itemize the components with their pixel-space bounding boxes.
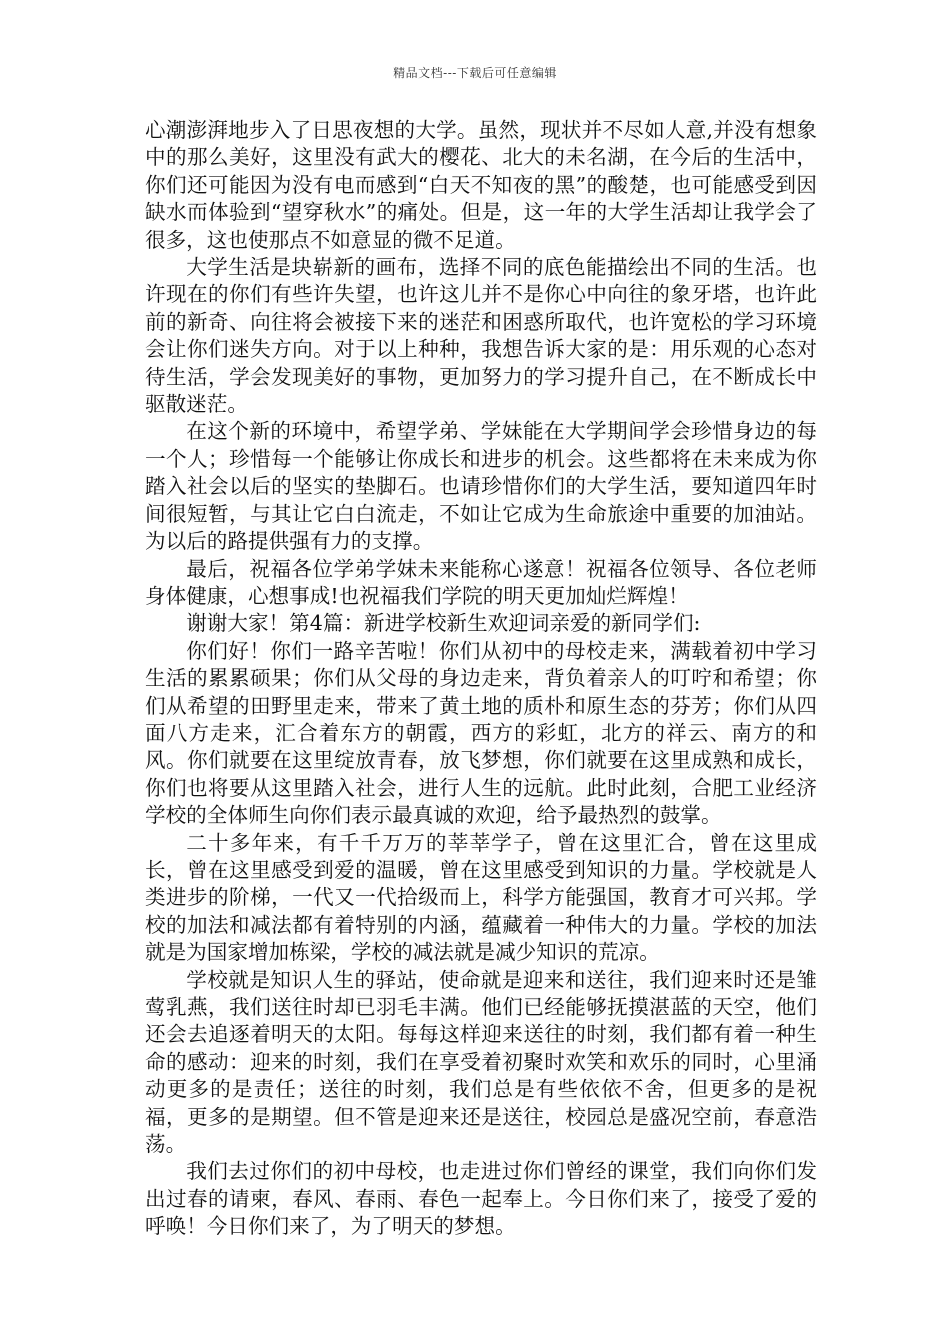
paragraph: 心潮澎湃地步入了日思夜想的大学。虽然，现状并不尽如人意,并没有想象中的那么美好，这里没有武大的樱花、北大的未名湖，在今后的生活中，你们还可能因为没有电而感到“白天不知夜的黑”的酸楚，也可能感受到因缺水而体验到“望穿秋水”的痛处。但是，这一年的大学生活却让我学会了很多，这也使那点不如意显的微不足道。 [145, 118, 817, 252]
document-body [145, 117, 817, 1241]
paragraph: 我们去过你们的初中母校，也走进过你们曾经的课堂，我们向你们发出过春的请柬，春风、春雨、春色一起奉上。今日你们来了，接受了爱的呼唤！今日你们来了，为了明天的梦想。 [145, 1159, 817, 1239]
paragraph: 在这个新的环境中，希望学弟、学妹能在大学期间学会珍惜身边的每一个人；珍惜每一个能够让你成长和进步的机会。这些都将在未来成为你踏入社会以后的坚实的垫脚石。也请珍惜你们的大学生活，要知道四年时间很短暂，与其让它白白流走，不如让它成为生命旅途中重要的加油站。为以后的路提供强有力的支撑。 [145, 419, 817, 554]
paragraph: 大学生活是块崭新的画布，选择不同的底色能描绘出不同的生活。也许现在的你们有些许失望，也许这儿并不是你心中向往的象牙塔，也许此前的新奇、向往将会被接下来的迷茫和困惑所取代，也许宽松的学习环境会让你们迷失方向。对于以上种种，我想告诉大家的是：用乐观的心态对待生活，学会发现美好的事物，更加努力的学习提升自己，在不断成长中驱散迷茫。 [145, 255, 817, 417]
page-header: 精品文档---下载后可任意编辑 [393, 66, 557, 80]
paragraph: 二十多年来，有千千万万的莘莘学子，曾在这里汇合，曾在这里成长，曾在这里感受到爱的温暖，曾在这里感受到知识的力量。学校就是人类进步的阶梯，一代又一代拾级而上，科学方能强国，教育才可兴邦。学校的加法和减法都有着特别的内涵，蕴藏着一种伟大的力量。学校的加法就是为国家增加栋梁，学校的减法就是减少知识的荒凉。 [145, 830, 817, 965]
paragraph: 你们好！你们一路辛苦啦！你们从初中的母校走来，满载着初中学习生活的累累硕果；你们从父母的身边走来，背负着亲人的叮咛和希望；你们从希望的田野里走来，带来了黄土地的质朴和原生态的芬芳；你们从四面八方走来，汇合着东方的朝霞，西方的彩虹，北方的祥云、南方的和风。你们就要在这里绽放青春，放飞梦想，你们就要在这里成熟和成长，你们也将要从这里踏入社会，进行人生的远航。此时此刻，合肥工业经济学校的全体师生向你们表示最真诚的欢迎，给予最热烈的鼓掌。 [145, 638, 817, 828]
paragraph: 最后，祝福各位学弟学妹未来能称心遂意！祝福各位领导、各位老师身体健康，心想事成!也祝福我们学院的明天更加灿烂辉煌！ [145, 556, 817, 608]
paragraph: 学校就是知识人生的驿站，使命就是迎来和送往，我们迎来时还是雏莺乳燕，我们送往时却已羽毛丰满。他们已经能够抚摸湛蓝的天空，他们还会去追逐着明天的太阳。每每这样迎来送往的时刻，我们都有着一种生命的感动：迎来的时刻，我们在享受着初聚时欢笑和欢乐的同时，心里涌动更多的是责任；送往的时刻，我们总是有些依依不舍，但更多的是祝福，更多的是期望。但不管是迎来还是送往，校园总是盛况空前，春意浩荡。 [145, 967, 817, 1157]
paragraph: 谢谢大家！第4篇：新进学校新生欢迎词亲爱的新同学们: [186, 611, 701, 636]
